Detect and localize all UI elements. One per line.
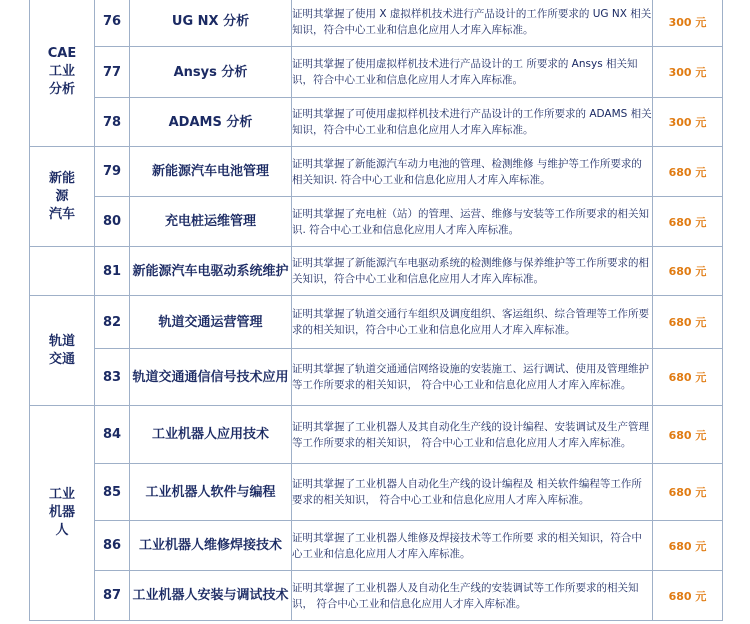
course-name: 工业机器人安装与调试技术 [130, 571, 292, 621]
table-row [30, 0, 723, 47]
course-name: 轨道交通通信信号技术应用 [130, 349, 292, 406]
course-description: 证明其掌握了使用 X 虚拟样机技术进行产品设计的工作所要求的 UG NX 相关知识，符合中心工业和信息化应用人才库入库标准。 [292, 0, 653, 47]
row-number: 80 [95, 197, 130, 247]
course-description: 证明其掌握了充电桩（站）的管理、运营、维修与安装等工作所要求的相关知识. 符合中心工业和信息化应用人才库入库标准。 [292, 197, 653, 247]
row-number: 78 [95, 98, 130, 147]
table-row [30, 464, 723, 521]
course-description: 证明其掌握了工业机器人维修及焊接技术等工作所要 求的相关知识，符合中心工业和信息化应用人才库入库标准。 [292, 521, 653, 571]
row-number: 79 [95, 147, 130, 197]
course-name: 新能源汽车电池管理 [130, 147, 292, 197]
row-number: 86 [95, 521, 130, 571]
course-name: 充电桩运维管理 [130, 197, 292, 247]
row-number: 81 [95, 247, 130, 296]
course-name: 轨道交通运营管理 [130, 296, 292, 349]
table-row [30, 247, 723, 296]
course-name: Ansys 分析 [130, 47, 292, 98]
table-row [30, 98, 723, 147]
course-description: 证明其掌握了轨道交通行车组织及调度组织、客运组织、综合管理等工作所要求的相关知识，符合中心工业和信息化应用人才库入库标准。 [292, 296, 653, 349]
course-description: 证明其掌握了新能源汽车动力电池的管理、检测维修 与维护等工作所要求的相关知识. 符合中心工业和信息化应用人才库入库标准。 [292, 147, 653, 197]
course-price: 300 元 [653, 0, 723, 47]
course-price: 680 元 [653, 406, 723, 464]
row-number: 83 [95, 349, 130, 406]
course-description: 证明其掌握了使用虚拟样机技术进行产品设计的工 所要求的 Ansys 相关知识，符合中心工业和信息化应用人才库入库标准。 [292, 47, 653, 98]
table-row [30, 521, 723, 571]
course-price: 680 元 [653, 197, 723, 247]
category-nev [30, 147, 95, 247]
course-description: 证明其掌握了轨道交通通信网络设施的安装施工、运行调试、使用及管理维护等工作所要求的相关知识， 符合中心工业和信息化应用人才库入库标准。 [292, 349, 653, 406]
course-name: 工业机器人软件与编程 [130, 464, 292, 521]
category-cae [30, 0, 95, 147]
category-empty [30, 247, 95, 296]
row-number: 85 [95, 464, 130, 521]
category-label: 工业 机器 人 [48, 487, 75, 538]
course-name: ADAMS 分析 [130, 98, 292, 147]
category-rail [30, 296, 95, 406]
row-number: 87 [95, 571, 130, 621]
category-robot [30, 406, 95, 621]
table-row [30, 47, 723, 98]
course-description: 证明其掌握了新能源汽车电驱动系统的检测维修与保养维护等工作所要求的相关知识，符合中心工业和信息化应用人才库入库标准。 [292, 247, 653, 296]
course-name: 工业机器人应用技术 [130, 406, 292, 464]
category-label: 轨道 交通 [48, 333, 75, 367]
row-number: 77 [95, 47, 130, 98]
course-name: 工业机器人维修焊接技术 [130, 521, 292, 571]
row-number: 84 [95, 406, 130, 464]
course-price: 300 元 [653, 98, 723, 147]
table-row [30, 349, 723, 406]
course-description: 证明其掌握了工业机器人及其自动化生产线的设计编程、安装调试及生产管理等工作所要求的相关知识， 符合中心工业和信息化应用人才库入库标准。 [292, 406, 653, 464]
course-price: 680 元 [653, 247, 723, 296]
table-row [30, 147, 723, 197]
course-name: UG NX 分析 [130, 0, 292, 47]
course-price: 300 元 [653, 47, 723, 98]
row-number: 76 [95, 0, 130, 47]
course-description: 证明其掌握了可使用虚拟样机技术进行产品设计的工作所要求的 ADAMS 相关知识，符合中心工业和信息化应用人才库入库标准。 [292, 98, 653, 147]
table-row [30, 197, 723, 247]
category-label: 新能 源 汽车 [48, 170, 75, 222]
row-number: 82 [95, 296, 130, 349]
table-row [30, 296, 723, 349]
course-name: 新能源汽车电驱动系统维护 [130, 247, 292, 296]
course-price: 680 元 [653, 349, 723, 406]
course-price: 680 元 [653, 296, 723, 349]
course-description: 证明其掌握了工业机器人及自动化生产线的安装调试等工作所要求的相关知识， 符合中心工业和信息化应用人才库入库标准。 [292, 571, 653, 621]
course-price: 680 元 [653, 464, 723, 521]
category-label: CAE 工业 分析 [47, 45, 77, 97]
table-row [30, 571, 723, 621]
course-description: 证明其掌握了工业机器人自动化生产线的设计编程及 相关软件编程等工作所要求的相关知识， 符合中心工业和信息化应用人才库入库标准。 [292, 464, 653, 521]
table-row [30, 406, 723, 464]
course-price: 680 元 [653, 147, 723, 197]
course-price: 680 元 [653, 571, 723, 621]
course-price: 680 元 [653, 521, 723, 571]
certificate-price-table [29, 0, 723, 621]
